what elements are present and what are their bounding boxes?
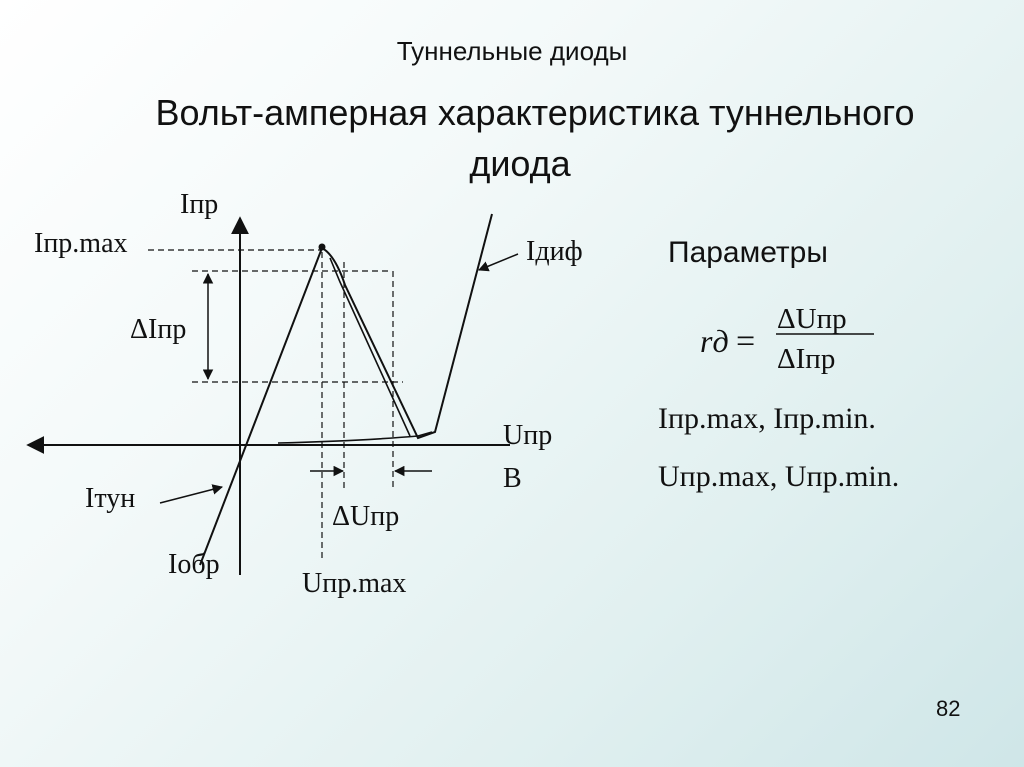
delta-voltage-label: ΔUпр — [332, 501, 400, 532]
tunnel-current-label: Iтун — [85, 483, 136, 514]
parameters-heading: Параметры — [668, 236, 828, 269]
y-axis-label: Iпр — [180, 189, 219, 220]
iv-curve-inner — [330, 258, 410, 436]
diff-current-pointer — [479, 254, 518, 270]
voltage-parameters: Uпр.max, Uпр.min. — [658, 460, 900, 493]
formula-lhs: rд — [700, 323, 729, 359]
heading-line-1: Вольт-амперная характеристика туннельного — [155, 92, 915, 133]
delta-current-label: ΔIпр — [130, 314, 187, 345]
formula-numerator: ΔUпр — [777, 303, 847, 335]
current-parameters: Iпр.max, Iпр.min. — [658, 402, 876, 435]
page-number: 82 — [936, 696, 961, 721]
formula-equals: = — [736, 323, 756, 360]
slide-title: Туннельные диоды — [396, 36, 628, 66]
reverse-current-label: Iобр — [168, 549, 220, 580]
tunnel-current-pointer — [160, 487, 222, 503]
peak-voltage-label: Uпр.max — [302, 568, 407, 599]
x-axis-unit-label: В — [503, 463, 522, 494]
diff-current-label: Iдиф — [526, 236, 583, 267]
x-axis-label: Uпр — [503, 420, 553, 451]
formula-denominator: ΔIпр — [777, 343, 836, 375]
peak-current-label: Iпр.max — [34, 228, 128, 259]
peak-point — [319, 244, 326, 251]
heading-line-2: диода — [469, 143, 571, 184]
